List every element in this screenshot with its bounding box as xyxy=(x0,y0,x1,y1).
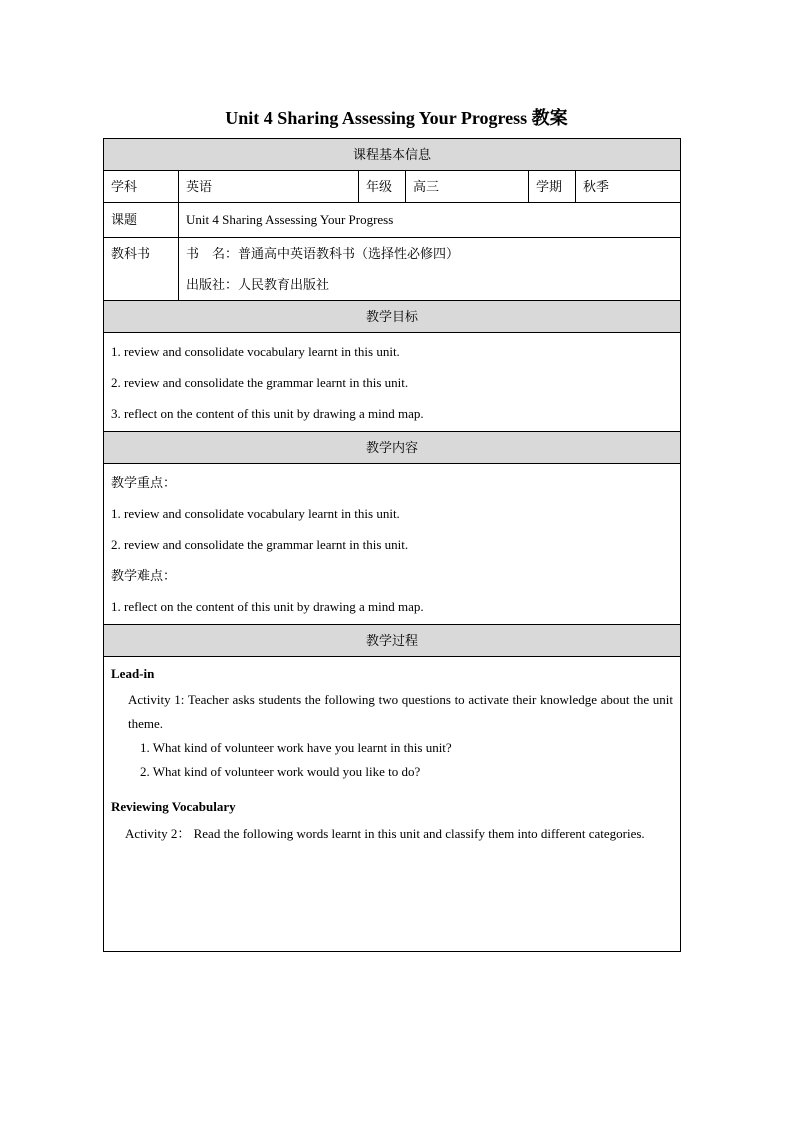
document-title: Unit 4 Sharing Assessing Your Progress 教案 xyxy=(225,108,568,128)
process-row xyxy=(104,657,681,952)
difficult-point-item: 1. reflect on the content of this unit by drawing a mind map. xyxy=(111,599,424,614)
subject-value: 英语 xyxy=(179,171,359,203)
key-points-label: 教学重点： xyxy=(111,475,177,490)
textbook-label-cell xyxy=(104,238,179,301)
objectives-row xyxy=(104,333,681,432)
process-body xyxy=(104,657,681,952)
objectives-header-row xyxy=(104,301,681,333)
content-list xyxy=(104,464,681,625)
process-header: 教学过程 xyxy=(104,625,681,657)
textbook-publisher: 出版社：人民教育出版社 xyxy=(186,277,330,292)
term-label: 学期 xyxy=(529,171,576,203)
objective-item: 3. reflect on the content of this unit by drawing a mind map. xyxy=(111,406,424,421)
key-point-item: 1. review and consolidate vocabulary learnt in this unit. xyxy=(111,506,400,521)
textbook-info-cell xyxy=(179,238,681,301)
basic-info-header-row xyxy=(104,139,681,171)
content-header: 教学内容 xyxy=(104,432,681,464)
subject-label: 学科 xyxy=(104,171,179,203)
key-point-item: 2. review and consolidate the grammar learnt in this unit. xyxy=(111,537,409,552)
subject-row xyxy=(104,171,681,203)
objectives-list xyxy=(104,333,681,432)
leadin-title: Lead-in xyxy=(111,666,155,681)
process-header-row xyxy=(104,625,681,657)
question-item: 2. What kind of volunteer work would you like to do? xyxy=(140,764,421,779)
activity1-text: Activity 1: Teacher asks students the following two questions to activate their knowledge about the unit theme. xyxy=(128,692,674,731)
basic-info-header: 课程基本信息 xyxy=(104,139,681,171)
topic-row xyxy=(104,203,681,238)
vocab-title: Reviewing Vocabulary xyxy=(111,799,236,814)
topic-label: 课题 xyxy=(104,203,179,238)
textbook-label: 教科书 xyxy=(111,246,151,261)
textbook-name: 书 名：普通高中英语教科书（选择性必修四） xyxy=(186,246,460,261)
content-header-row xyxy=(104,432,681,464)
objectives-header: 教学目标 xyxy=(104,301,681,333)
question-item: 1. What kind of volunteer work have you learnt in this unit? xyxy=(140,740,452,755)
textbook-row xyxy=(104,238,681,301)
grade-label: 年级 xyxy=(359,171,406,203)
difficult-points-label: 教学难点： xyxy=(111,568,177,583)
term-value: 秋季 xyxy=(576,171,681,203)
objective-item: 1. review and consolidate vocabulary learnt in this unit. xyxy=(111,344,400,359)
lesson-plan-table xyxy=(103,138,681,952)
content-row xyxy=(104,464,681,625)
grade-value: 高三 xyxy=(406,171,529,203)
topic-value: Unit 4 Sharing Assessing Your Progress xyxy=(179,203,681,238)
objective-item: 2. review and consolidate the grammar learnt in this unit. xyxy=(111,375,409,390)
activity2-text: Activity 2： Read the following words learnt in this unit and classify them into different categories. xyxy=(125,826,645,841)
